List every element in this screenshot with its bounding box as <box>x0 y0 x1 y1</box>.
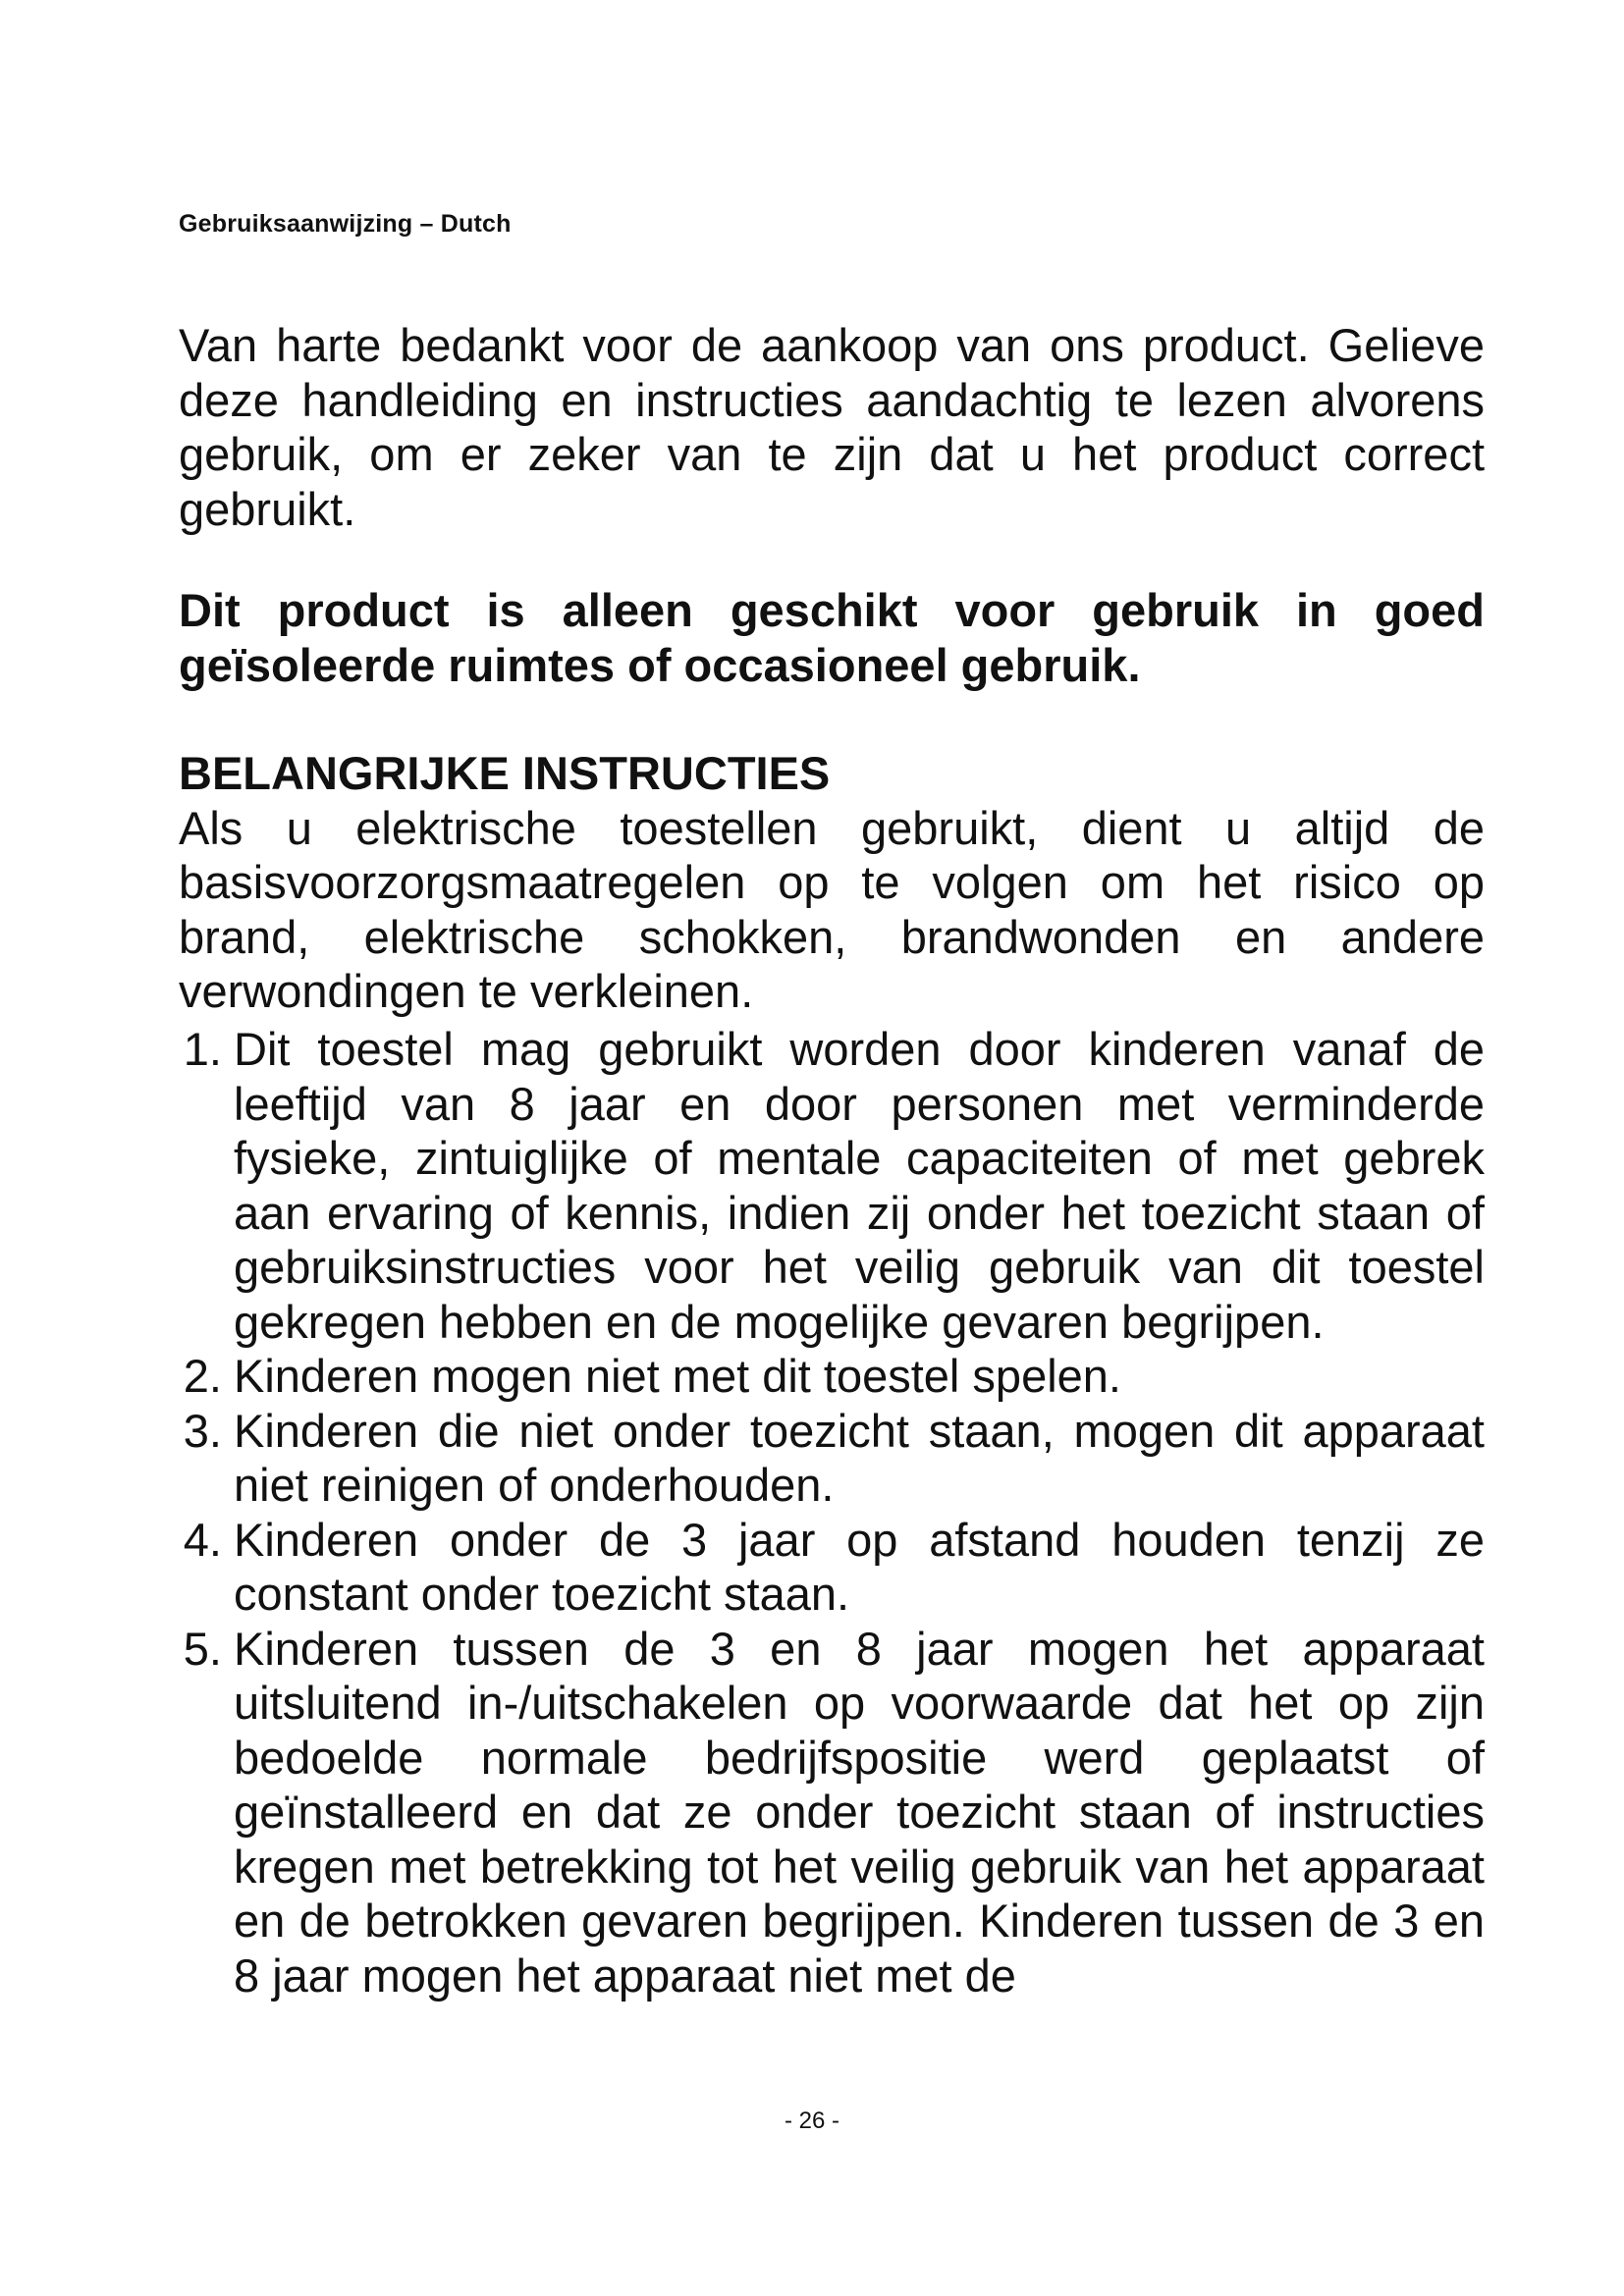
list-item-number: 3. <box>183 1404 222 1457</box>
list-item-text: Kinderen die niet onder toezicht staan, mogen dit apparaat niet reinigen of onderhouden. <box>234 1404 1485 1511</box>
usage-notice: Dit product is alleen geschikt voor gebruik in goed geïsoleerde ruimtes of occasioneel gebruik. <box>179 584 1485 691</box>
list-item-text: Kinderen tussen de 3 en 8 jaar mogen het apparaat uitsluitend in-/uitschakelen op voorwaarde dat het op zijn bedoelde normale bedrijfspositie werd geplaatst of geïnstalleerd en dat ze onder toezicht staan of instructies kregen met betrekking tot het veilig gebruik van het apparaat en de betrokken gevaren begrijpen. Kinderen tussen de 3 en 8 jaar mogen het apparaat niet met de <box>234 1622 1485 2002</box>
section-title: BELANGRIJKE INSTRUCTIES <box>179 747 831 799</box>
section-lead: Als u elektrische toestellen gebruikt, dient u altijd de basisvoorzorgsmaatregelen op te volgen om het risico op brand, elektrische schokken, brandwonden en andere verwondingen te verkleinen. <box>179 801 1485 1017</box>
list-item <box>179 1022 1485 1349</box>
list-item-number: 1. <box>183 1023 222 1075</box>
list-item <box>179 1404 1485 1513</box>
page-number: - 26 - <box>784 2108 839 2134</box>
list-item-text: Kinderen mogen niet met dit toestel spelen. <box>234 1350 1121 1402</box>
instructions-list <box>179 1022 1485 2002</box>
list-item <box>179 1513 1485 1622</box>
list-item-number: 5. <box>183 1622 222 1675</box>
list-item-text: Dit toestel mag gebruikt worden door kinderen vanaf de leeftijd van 8 jaar en door personen met verminderde fysieke, zintuiglijke of mentale capaciteiten of met gebrek aan ervaring of kennis, indien zij onder het toezicht staan of gebruiksinstructies voor het veilig gebruik van dit toestel gekregen hebben en de mogelijke gevaren begrijpen. <box>234 1023 1485 1348</box>
intro-paragraph: Van harte bedankt voor de aankoop van ons product. Gelieve deze handleiding en instructies aandachtig te lezen alvorens gebruik, om er zeker van te zijn dat u het product correct gebruikt. <box>179 319 1485 535</box>
list-item-text: Kinderen onder de 3 jaar op afstand houden tenzij ze constant onder toezicht staan. <box>234 1513 1485 1620</box>
list-item <box>179 1622 1485 2003</box>
instructions-section <box>179 746 1485 1019</box>
list-item-number: 2. <box>183 1350 222 1402</box>
page-header: Gebruiksaanwijzing – Dutch <box>179 210 512 238</box>
list-item-number: 4. <box>183 1513 222 1566</box>
list-item <box>179 1349 1485 1404</box>
